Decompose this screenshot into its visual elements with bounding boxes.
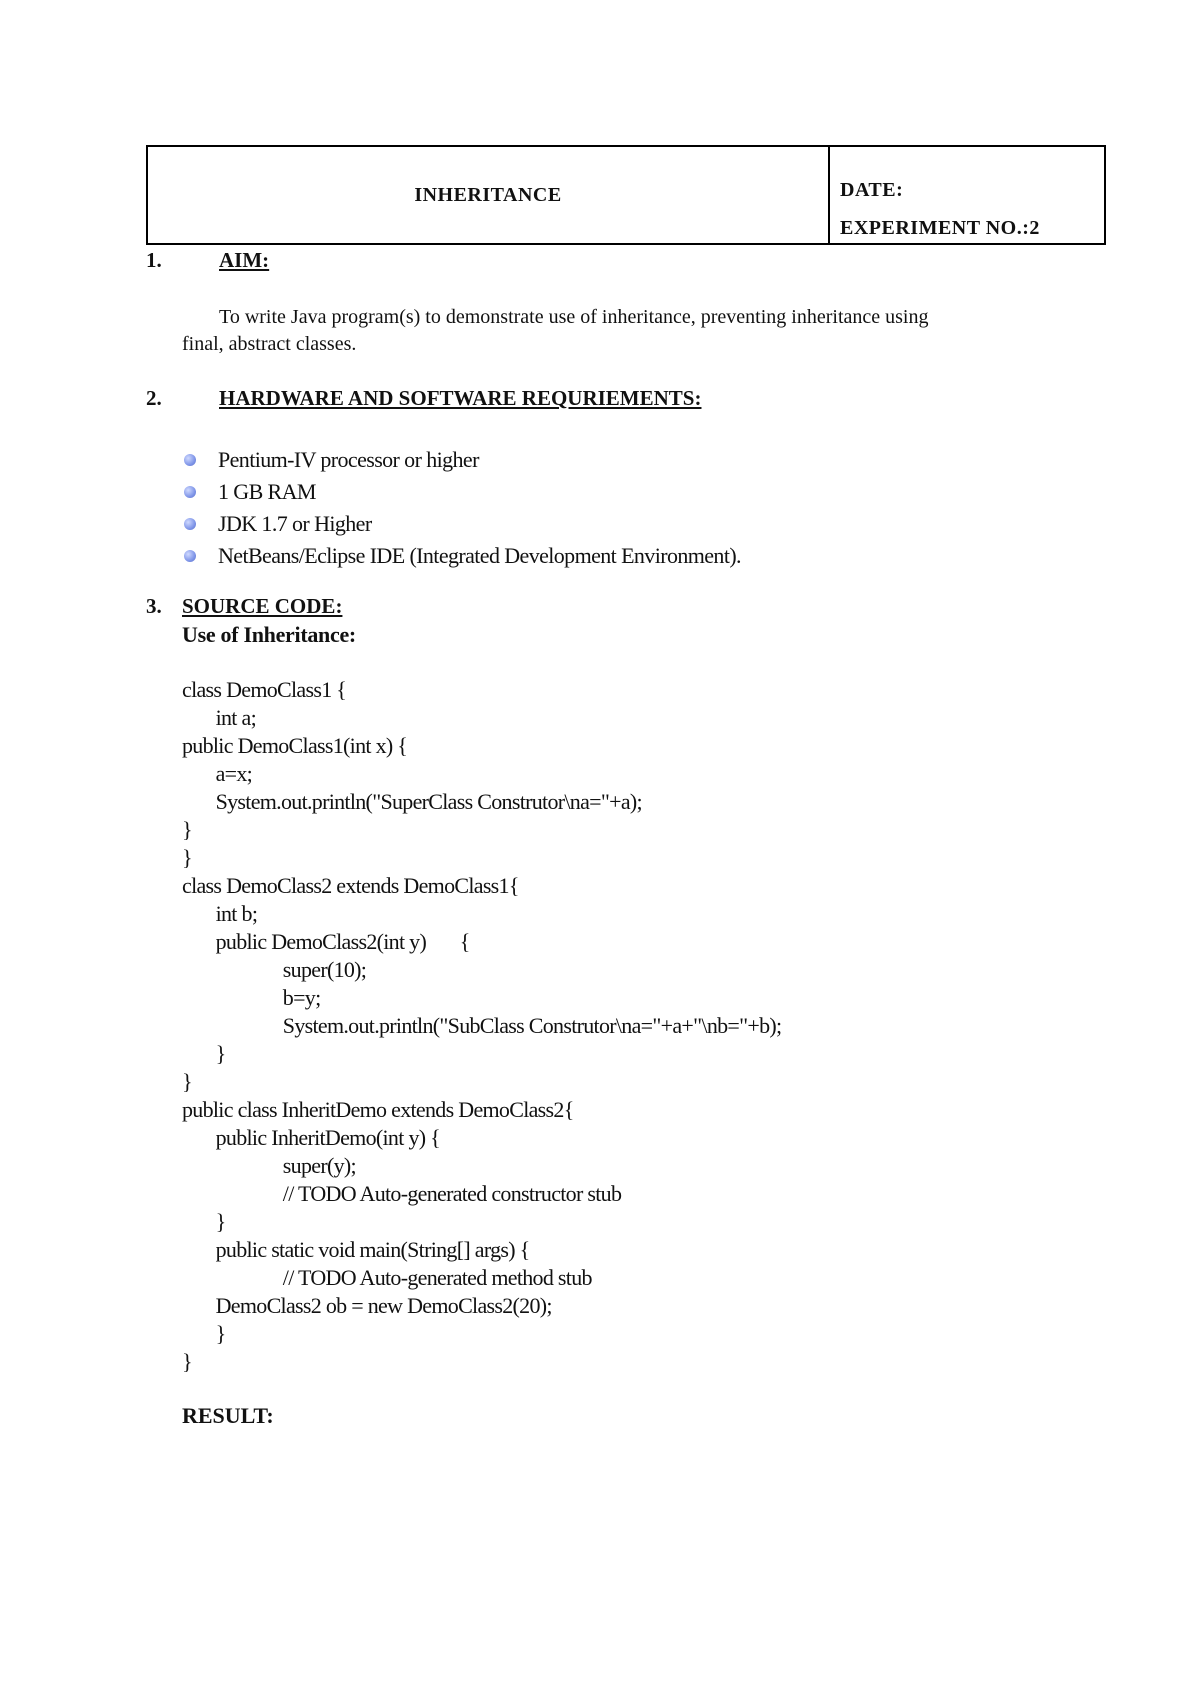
code-line: } <box>182 845 192 870</box>
requirement-text: JDK 1.7 or Higher <box>218 511 372 536</box>
requirement-text: NetBeans/Eclipse IDE (Integrated Development Environment). <box>218 543 741 568</box>
code-line: } <box>182 1041 226 1066</box>
requirements-list <box>184 444 741 572</box>
aim-text-line-2: final, abstract classes. <box>182 333 357 355</box>
code-line: public class InheritDemo extends DemoClass2{ <box>182 1097 574 1122</box>
requirements-number: 2. <box>146 386 162 410</box>
list-item <box>184 540 741 572</box>
aim-text-line-1: To write Java program(s) to demonstrate use of inheritance, preventing inheritance using <box>219 306 929 328</box>
requirement-text: 1 GB RAM <box>218 479 316 504</box>
code-line: class DemoClass1 { <box>182 677 347 702</box>
code-line: b=y; <box>182 985 321 1010</box>
bullet-icon <box>184 486 196 498</box>
experiment-title: INHERITANCE <box>148 147 830 243</box>
code-line: // TODO Auto-generated method stub <box>182 1265 592 1290</box>
result-heading: RESULT: <box>182 1403 274 1428</box>
code-block <box>182 676 781 1376</box>
code-line: int b; <box>182 901 258 926</box>
source-subheading: Use of Inheritance: <box>182 622 356 647</box>
date-label: DATE: <box>840 179 904 201</box>
header-meta-cell <box>830 147 1104 243</box>
source-number: 3. <box>146 594 162 618</box>
code-line: public DemoClass1(int x) { <box>182 733 408 758</box>
experiment-number: EXPERIMENT NO.:2 <box>840 217 1040 239</box>
code-line: super(10); <box>182 957 367 982</box>
list-item <box>184 508 741 540</box>
list-item <box>184 444 741 476</box>
bullet-icon <box>184 550 196 562</box>
code-line: } <box>182 1209 226 1234</box>
code-line: } <box>182 1349 192 1374</box>
header-table <box>146 145 1106 245</box>
code-line: } <box>182 1069 192 1094</box>
code-line: System.out.println("SuperClass Construtor\na="+a); <box>182 789 642 814</box>
aim-number: 1. <box>146 248 162 272</box>
bullet-icon <box>184 454 196 466</box>
code-line: } <box>182 1321 226 1346</box>
code-line: super(y); <box>182 1153 356 1178</box>
bullet-icon <box>184 518 196 530</box>
code-line: } <box>182 817 192 842</box>
source-heading: SOURCE CODE: <box>182 594 343 618</box>
code-line: System.out.println("SubClass Construtor\na="+a+"\nb="+b); <box>182 1013 782 1038</box>
code-line: // TODO Auto-generated constructor stub <box>182 1181 622 1206</box>
code-line: class DemoClass2 extends DemoClass1{ <box>182 873 519 898</box>
code-line: a=x; <box>182 761 253 786</box>
code-line: DemoClass2 ob = new DemoClass2(20); <box>182 1293 552 1318</box>
code-line: public InheritDemo(int y) { <box>182 1125 441 1150</box>
code-line: public DemoClass2(int y) { <box>182 929 470 954</box>
requirement-text: Pentium-IV processor or higher <box>218 447 479 472</box>
code-line: public static void main(String[] args) { <box>182 1237 530 1262</box>
list-item <box>184 476 741 508</box>
aim-heading: AIM: <box>219 248 270 272</box>
requirements-heading: HARDWARE AND SOFTWARE REQURIEMENTS: <box>219 386 702 410</box>
code-line: int a; <box>182 705 257 730</box>
